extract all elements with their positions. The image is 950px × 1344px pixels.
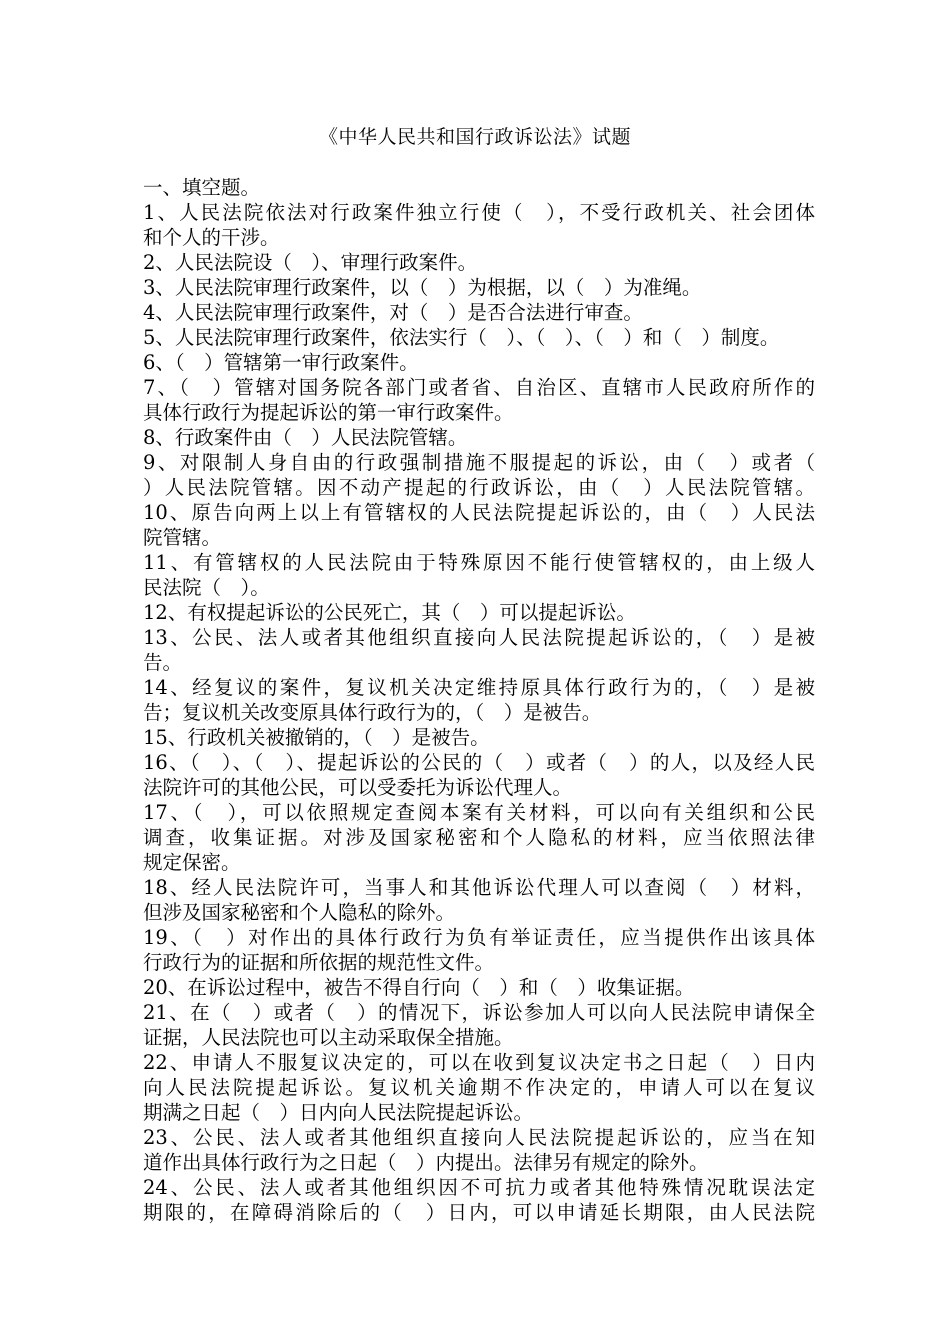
text-line: 7、（ ）管辖对国务院各部门或者省、自治区、直辖市人民政府所作的 (143, 376, 815, 399)
text-line: 具体行政行为提起诉讼的第一审行政案件。 (143, 401, 514, 424)
text-line: 行政行为的证据和所依据的规范性文件。 (143, 951, 495, 974)
text-line: 调查，收集证据。对涉及国家秘密和个人隐私的材料，应当依照法律 (143, 826, 815, 849)
document-title: 《中华人民共和国行政诉讼法》试题 (318, 126, 631, 148)
text-line: 法院许可的其他公民，可以受委托为诉讼代理人。 (143, 776, 573, 799)
text-line: 但涉及国家秘密和个人隐私的除外。 (143, 901, 456, 924)
text-line: 11、有管辖权的人民法院由于特殊原因不能行使管辖权的，由上级人 (143, 551, 815, 574)
text-line: 一、填空题。 (143, 176, 261, 199)
text-line: 3、人民法院审理行政案件，以（ ）为根据，以（ ）为准绳。 (143, 276, 702, 299)
text-line: 告；复议机关改变原具体行政行为的，（ ）是被告。 (143, 701, 602, 724)
text-line: 16、（ ）、（ ）、提起诉讼的公民的（ ）或者（ ）的人，以及经人民 (143, 751, 815, 774)
text-line: 6、（ ）管辖第一审行政案件。 (143, 351, 419, 374)
text-line: 17、（ ），可以依照规定查阅本案有关材料，可以向有关组织和公民 (143, 801, 815, 824)
text-line: 2、人民法院设（ ）、审理行政案件。 (143, 251, 478, 274)
text-line: 期满之日起（ ）日内向人民法院提起诉讼。 (143, 1101, 534, 1124)
text-line: 1、人民法院依法对行政案件独立行使（ ），不受行政机关、社会团体 (143, 201, 815, 224)
text-line: 道作出具体行政行为之日起（ ）内提出。法律另有规定的除外。 (143, 1151, 709, 1174)
text-line: 18、经人民法院许可，当事人和其他诉讼代理人可以查阅（ ）材料， (143, 876, 815, 899)
text-line: 14、经复议的案件，复议机关决定维持原具体行政行为的，（ ）是被 (143, 676, 815, 699)
document-body (143, 175, 815, 1225)
text-line: 19、（ ）对作出的具体行政行为负有举证责任，应当提供作出该具体 (143, 926, 815, 949)
text-line: 15、行政机关被撤销的，（ ）是被告。 (143, 726, 490, 749)
text-line: 和个人的干涉。 (143, 226, 280, 249)
text-line: 8、行政案件由（ ）人民法院管辖。 (143, 426, 468, 449)
text-line: 证据，人民法院也可以主动采取保全措施。 (143, 1026, 514, 1049)
text-line: 民法院（ ）。 (143, 576, 270, 599)
text-line: 10、原告向两上以上有管辖权的人民法院提起诉讼的，由（ ）人民法 (143, 501, 815, 524)
text-line: 4、人民法院审理行政案件，对（ ）是否合法进行审查。 (143, 301, 643, 324)
text-line: 22、申请人不服复议决定的，可以在收到复议决定书之日起（ ）日内 (143, 1051, 815, 1074)
text-line: 20、在诉讼过程中，被告不得自行向（ ）和（ ）收集证据。 (143, 976, 695, 999)
text-line: 规定保密。 (143, 851, 241, 874)
text-line: 13、公民、法人或者其他组织直接向人民法院提起诉讼的，（ ）是被 (143, 626, 815, 649)
text-line: 12、有权提起诉讼的公民死亡，其（ ）可以提起诉讼。 (143, 601, 636, 624)
text-line: 告。 (143, 651, 183, 674)
text-line: 向人民法院提起诉讼。复议机关逾期不作决定的，申请人可以在复议 (143, 1076, 815, 1099)
text-line: ）人民法院管辖。因不动产提起的行政诉讼，由（ ）人民法院管辖。 (143, 476, 815, 499)
text-line: 5、人民法院审理行政案件，依法实行（ ）、（ ）、（ ）和（ ）制度。 (143, 326, 780, 349)
text-line: 24、公民、法人或者其他组织因不可抗力或者其他特殊情况耽误法定 (143, 1176, 815, 1199)
text-line: 9、对限制人身自由的行政强制措施不服提起的诉讼，由（ ）或者（ (143, 451, 815, 474)
text-line: 23、公民、法人或者其他组织直接向人民法院提起诉讼的，应当在知 (143, 1126, 815, 1149)
text-line: 院管辖。 (143, 526, 222, 549)
text-line: 21、在（ ）或者（ ）的情况下，诉讼参加人可以向人民法院申请保全 (143, 1001, 815, 1024)
text-line: 期限的，在障碍消除后的（ ）日内，可以申请延长期限，由人民法院 (143, 1201, 815, 1224)
